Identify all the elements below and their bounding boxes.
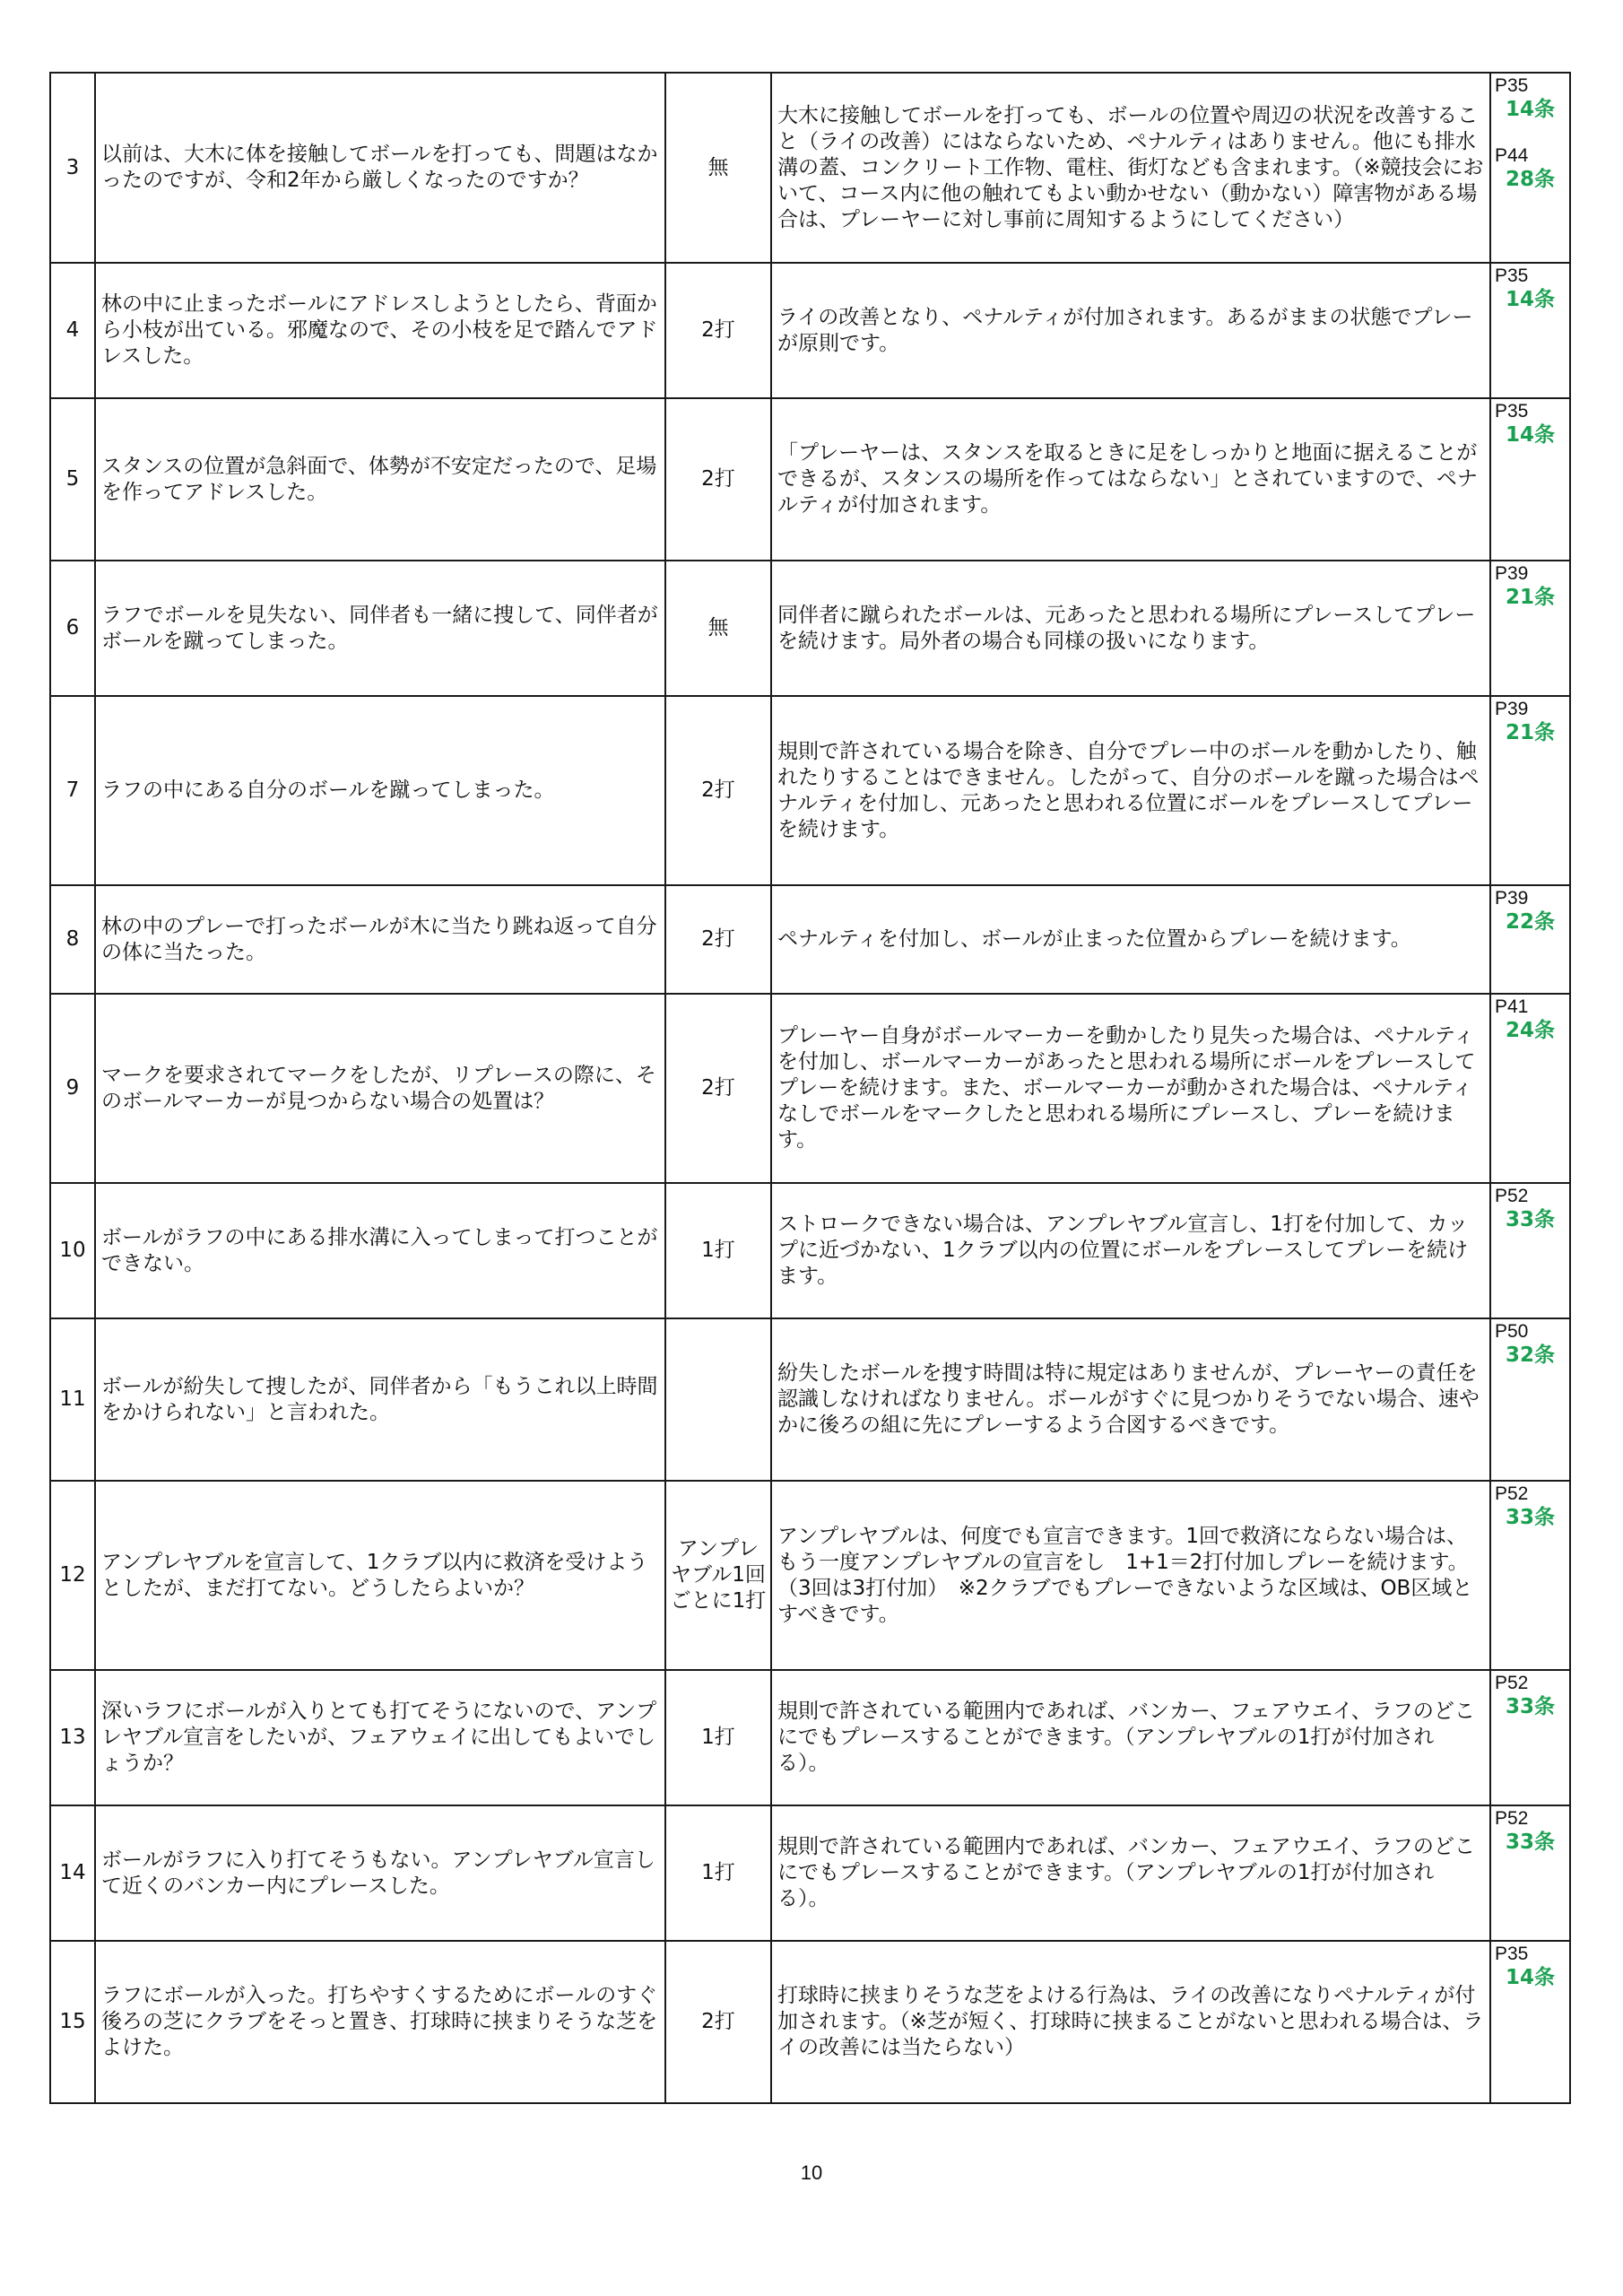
rule-reference: [1495, 699, 1566, 745]
penalty-cell: 1打: [665, 1805, 771, 1941]
row-number: 5: [50, 398, 95, 561]
rule-article: 33条: [1505, 1831, 1555, 1854]
penalty-cell: 1打: [665, 1670, 771, 1805]
table-row: [50, 1318, 1570, 1481]
row-number: 13: [50, 1670, 95, 1805]
rule-page: P44: [1495, 145, 1529, 166]
rule-page: P39: [1495, 888, 1529, 909]
answer-cell: ストロークできない場合は、アンプレヤブル宣言し、1打を付加して、カップに近づかない、1クラブ以内の位置にボールをプレースしてプレーを続けます。: [771, 1183, 1490, 1318]
table-row: [50, 885, 1570, 994]
rule-article: 33条: [1505, 1695, 1555, 1718]
answer-cell: 紛失したボールを捜す時間は特に規定はありませんが、プレーヤーの責任を認識しなければなりません。ボールがすぐに見つかりそうでない場合、速やかに後ろの組に先にプレーするよう合図するべきです。: [771, 1318, 1490, 1481]
rule-page: P52: [1495, 1483, 1529, 1504]
rule-article: 21条: [1505, 586, 1555, 609]
rule-article: 33条: [1505, 1208, 1555, 1231]
reference-cell: [1490, 994, 1570, 1183]
question-cell: ラフの中にある自分のボールを蹴ってしまった。: [95, 696, 665, 885]
table-row: [50, 1941, 1570, 2103]
answer-cell: 規則で許されている範囲内であれば、バンカー、フェアウエイ、ラフのどこにでもプレースすることができます。（アンプレヤブルの1打が付加される）。: [771, 1805, 1490, 1941]
reference-cell: [1490, 885, 1570, 994]
question-cell: ボールがラフに入り打てそうもない。アンプレヤブル宣言して近くのバンカー内にプレースした。: [95, 1805, 665, 1941]
rule-article: 24条: [1505, 1019, 1555, 1042]
page-number: 10: [800, 2161, 823, 2184]
row-number: 3: [50, 73, 95, 263]
rule-article: 21条: [1505, 721, 1555, 744]
table-row: [50, 263, 1570, 398]
penalty-cell: 1打: [665, 1183, 771, 1318]
rule-reference: [1495, 996, 1566, 1043]
table-row: [50, 994, 1570, 1183]
question-cell: マークを要求されてマークをしたが、リプレースの際に、そのボールマーカーが見つからない場合の処置は？: [95, 994, 665, 1183]
rule-article: 14条: [1505, 1966, 1555, 1989]
rule-article: 22条: [1505, 910, 1555, 934]
answer-cell: 打球時に挟まりそうな芝をよける行為は、ライの改善になりペナルティが付加されます。（※芝が短く、打球時に挟まることがないと思われる場合は、ライの改善には当たらない）: [771, 1941, 1490, 2103]
penalty-cell: 2打: [665, 885, 771, 994]
answer-cell: アンプレヤブルは、何度でも宣言できます。1回で救済にならない場合は、もう一度アンプレヤブルの宣言をし 1+1＝2打付加しプレーを続けます。（3回は3打付加） ※2クラブでもプレーできないような区域は、OB区域とすべきです。: [771, 1481, 1490, 1670]
penalty-cell: 無: [665, 561, 771, 696]
rule-reference: [1495, 1321, 1566, 1368]
table-row: [50, 696, 1570, 885]
table-row: [50, 1805, 1570, 1941]
rule-page: P52: [1495, 1808, 1529, 1829]
rule-page: P50: [1495, 1321, 1529, 1342]
rule-page: P35: [1495, 265, 1529, 286]
penalty-cell: 2打: [665, 263, 771, 398]
question-cell: ラフでボールを見失ない、同伴者も一緒に捜して、同伴者がボールを蹴ってしまった。: [95, 561, 665, 696]
row-number: 8: [50, 885, 95, 994]
rule-reference: [1495, 75, 1566, 122]
rule-page: P35: [1495, 75, 1529, 96]
rule-page: P52: [1495, 1186, 1529, 1206]
reference-cell: [1490, 1318, 1570, 1481]
rule-page: P39: [1495, 699, 1529, 719]
table-row: [50, 561, 1570, 696]
rule-reference: [1495, 888, 1566, 935]
penalty-cell: 2打: [665, 1941, 771, 2103]
question-cell: 林の中のプレーで打ったボールが木に当たり跳ね返って自分の体に当たった。: [95, 885, 665, 994]
rule-article: 32条: [1505, 1344, 1555, 1367]
reference-cell: [1490, 1805, 1570, 1941]
row-number: 12: [50, 1481, 95, 1670]
rule-article: 28条: [1505, 168, 1555, 191]
reference-cell: [1490, 1941, 1570, 2103]
rule-page: P41: [1495, 996, 1529, 1017]
question-cell: 深いラフにボールが入りとても打てそうにないので、アンプレヤブル宣言をしたいが、フェアウェイに出してもよいでしょうか？: [95, 1670, 665, 1805]
reference-cell: [1490, 561, 1570, 696]
reference-cell: [1490, 1670, 1570, 1805]
rule-reference: [1495, 1808, 1566, 1855]
row-number: 4: [50, 263, 95, 398]
question-cell: ラフにボールが入った。打ちやすくするためにボールのすぐ後ろの芝にクラブをそっと置き、打球時に挟まりそうな芝をよけた。: [95, 1941, 665, 2103]
penalty-cell: 無: [665, 73, 771, 263]
penalty-cell: アンプレヤブル1回ごとに1打: [665, 1481, 771, 1670]
row-number: 14: [50, 1805, 95, 1941]
row-number: 9: [50, 994, 95, 1183]
table-row: [50, 1670, 1570, 1805]
answer-cell: 規則で許されている範囲内であれば、バンカー、フェアウエイ、ラフのどこにでもプレースすることができます。（アンプレヤブルの1打が付加される）。: [771, 1670, 1490, 1805]
table-row: [50, 1183, 1570, 1318]
table-row: [50, 1481, 1570, 1670]
question-cell: スタンスの位置が急斜面で、体勢が不安定だったので、足場を作ってアドレスした。: [95, 398, 665, 561]
row-number: 11: [50, 1318, 95, 1481]
answer-cell: プレーヤー自身がボールマーカーを動かしたり見失った場合は、ペナルティを付加し、ボールマーカーがあったと思われる場所にボールをプレースしてプレーを続けます。また、ボールマーカーが動かされた場合は、ペナルティなしでボールをマークしたと思われる場所にプレースし、プレーを続けます。: [771, 994, 1490, 1183]
question-cell: 林の中に止まったボールにアドレスしようとしたら、背面から小枝が出ている。邪魔なので、その小枝を足で踏んでアドレスした。: [95, 263, 665, 398]
table-row: [50, 398, 1570, 561]
question-cell: ボールがラフの中にある排水溝に入ってしまって打つことができない。: [95, 1183, 665, 1318]
reference-cell: [1490, 263, 1570, 398]
rule-reference: [1495, 265, 1566, 312]
table-row: [50, 73, 1570, 263]
rule-page: P35: [1495, 401, 1529, 422]
rule-article: 14条: [1505, 98, 1555, 121]
row-number: 7: [50, 696, 95, 885]
answer-cell: ライの改善となり、ペナルティが付加されます。あるがままの状態でプレーが原則です。: [771, 263, 1490, 398]
rule-reference: [1495, 145, 1566, 192]
rule-reference: [1495, 1673, 1566, 1719]
penalty-cell: [665, 1318, 771, 1481]
answer-cell: 大木に接触してボールを打っても、ボールの位置や周辺の状況を改善すること（ライの改善）にはならないため、ペナルティはありません。他にも排水溝の蓋、コンクリート工作物、電柱、街灯なども含まれます。（※競技会において、コース内に他の触れてもよい動かせない（動かない）障害物がある場合は、プレーヤーに対し事前に周知するようにしてください）: [771, 73, 1490, 263]
question-cell: ボールが紛失して捜したが、同伴者から「もうこれ以上時間をかけられない」と言われた。: [95, 1318, 665, 1481]
answer-cell: ペナルティを付加し、ボールが止まった位置からプレーを続けます。: [771, 885, 1490, 994]
question-cell: アンプレヤブルを宣言して、1クラブ以内に救済を受けようとしたが、まだ打てない。どうしたらよいか？: [95, 1481, 665, 1670]
rule-page: P35: [1495, 1944, 1529, 1964]
rule-reference: [1495, 1944, 1566, 1990]
rule-article: 14条: [1505, 423, 1555, 447]
reference-cell: [1490, 1481, 1570, 1670]
reference-cell: [1490, 73, 1570, 263]
reference-cell: [1490, 696, 1570, 885]
reference-cell: [1490, 1183, 1570, 1318]
rule-reference: [1495, 1186, 1566, 1232]
rule-reference: [1495, 563, 1566, 610]
rule-article: 33条: [1505, 1506, 1555, 1529]
row-number: 6: [50, 561, 95, 696]
rule-article: 14条: [1505, 288, 1555, 311]
penalty-cell: 2打: [665, 398, 771, 561]
answer-cell: 「プレーヤーは、スタンスを取るときに足をしっかりと地面に据えることができるが、スタンスの場所を作ってはならない」とされていますので、ペナルティが付加されます。: [771, 398, 1490, 561]
rule-reference: [1495, 401, 1566, 448]
penalty-cell: 2打: [665, 994, 771, 1183]
rules-table: [49, 72, 1571, 2104]
answer-cell: 規則で許されている場合を除き、自分でプレー中のボールを動かしたり、触れたりすることはできません。したがって、自分のボールを蹴った場合はペナルティを付加し、元あったと思われる位置にボールをプレースしてプレーを続けます。: [771, 696, 1490, 885]
question-cell: 以前は、大木に体を接触してボールを打っても、問題はなかったのですが、令和2年から厳しくなったのですか？: [95, 73, 665, 263]
rules-qa-sheet: [49, 72, 1569, 2104]
rule-page: P39: [1495, 563, 1529, 584]
penalty-cell: 2打: [665, 696, 771, 885]
row-number: 10: [50, 1183, 95, 1318]
rule-reference: [1495, 1483, 1566, 1530]
rule-page: P52: [1495, 1673, 1529, 1693]
answer-cell: 同伴者に蹴られたボールは、元あったと思われる場所にプレースしてプレーを続けます。局外者の場合も同様の扱いになります。: [771, 561, 1490, 696]
reference-cell: [1490, 398, 1570, 561]
row-number: 15: [50, 1941, 95, 2103]
